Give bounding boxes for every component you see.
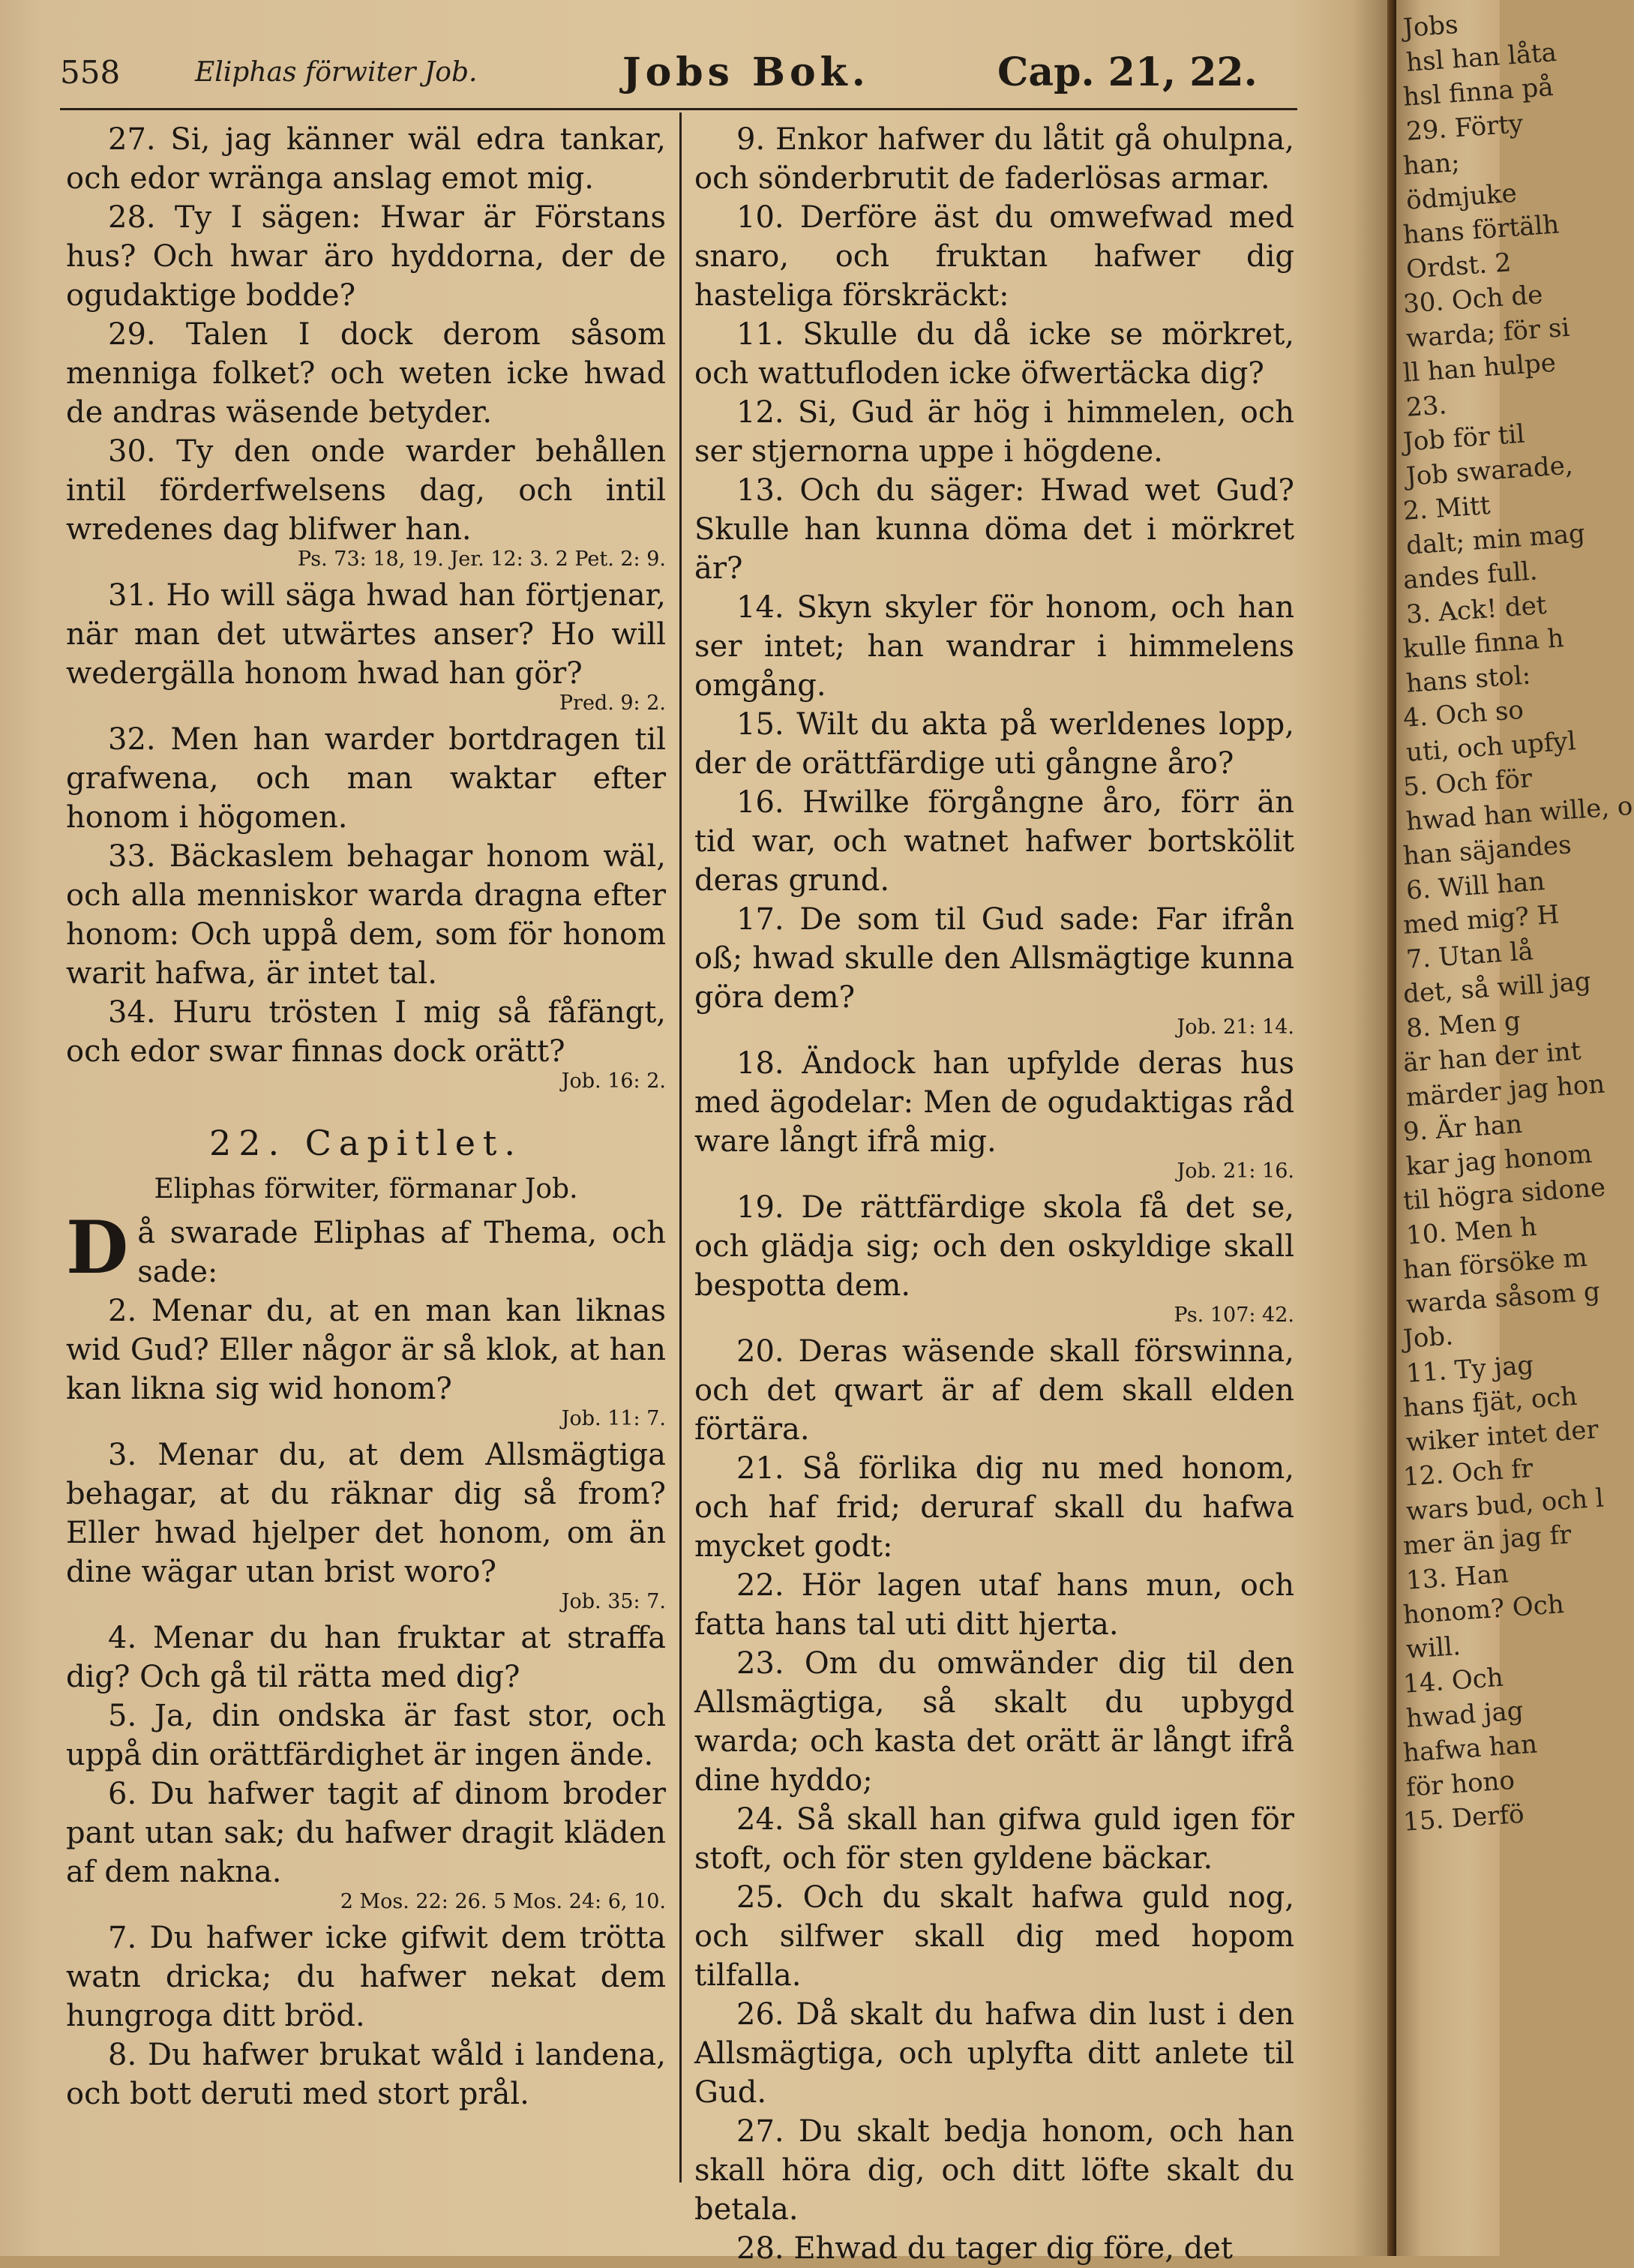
neighbor-page-text: hsl finna på bbox=[1402, 72, 1555, 112]
page-header bbox=[60, 46, 1297, 99]
chapter-opening bbox=[66, 1205, 666, 1292]
verse: 5. Ja, din ondska är fast stor, och uppå din orättfärdighet är ingen ände. bbox=[66, 1699, 666, 1772]
neighbor-page-text: är han der int bbox=[1402, 1036, 1582, 1078]
neighbor-page-text: Ordst. 2 bbox=[1405, 248, 1513, 285]
neighbor-page-text: wiker intet der bbox=[1405, 1414, 1600, 1458]
verse: 17. De som til Gud sade: Far ifrån oß; hwad skulle den Allsmägtige kunna göra dem? bbox=[694, 902, 1294, 1015]
neighbor-page-text: 10. Men h bbox=[1405, 1211, 1538, 1251]
verse: 33. Bäckaslem behagar honom wäl, och alla menniskor warda dragna efter honom: Och uppå dem, som för honom warit hafwa, är intet tal. bbox=[66, 839, 666, 991]
drop-cap: D bbox=[66, 1205, 129, 1290]
verse: 20. Deras wäsende skall förswinna, och det qwart är af dem skall elden förtära. bbox=[694, 1334, 1294, 1447]
neighbor-page-text: Job. bbox=[1402, 1321, 1455, 1354]
neighbor-page-text: han säjandes bbox=[1402, 830, 1573, 872]
neighbor-page-text: han försöke m bbox=[1402, 1242, 1588, 1286]
neighbor-page-text: will. bbox=[1405, 1630, 1462, 1665]
neighbor-page-text: 14. Och bbox=[1402, 1662, 1505, 1700]
verse: 18. Ändock han upfylde deras hus med ägodelar: Men de ogudaktigas råd ware långt ifrå mig. bbox=[694, 1046, 1294, 1159]
cross-reference: Job. 11: 7. bbox=[561, 1407, 666, 1430]
neighbor-page-text: hans fjät, och bbox=[1402, 1381, 1579, 1424]
verse: 34. Huru trösten I mig så fåfängt, och edor swar finnas dock orätt? bbox=[66, 995, 666, 1069]
neighbor-page-text: andes full. bbox=[1402, 556, 1539, 596]
verse: 28. Ty I sägen: Hwar är Förstans hus? Och hwar äro hyddorna, der de ogudaktige bodde? bbox=[66, 200, 666, 313]
neighbor-page-text: warda; för si bbox=[1405, 312, 1571, 354]
neighbor-page-text: 30. Och de bbox=[1402, 280, 1544, 320]
neighbor-page-text: 29. Förty bbox=[1405, 109, 1525, 147]
chapter-reference: Cap. 21, 22. bbox=[997, 50, 1258, 95]
book-title: Jobs Bok. bbox=[622, 50, 870, 95]
verse: 27. Du skalt bedja honom, och han skall höra dig, och ditt löfte skalt du betala. bbox=[694, 2114, 1294, 2227]
neighbor-page-text: 3. Ack! det bbox=[1405, 590, 1548, 630]
cross-reference: 2 Mos. 22: 26. 5 Mos. 24: 6, 10. bbox=[340, 1890, 666, 1913]
cross-reference: Ps. 73: 18, 19. Jer. 12: 3. 2 Pet. 2: 9. bbox=[297, 548, 666, 571]
neighbor-page-text: Job för til bbox=[1402, 418, 1526, 458]
opening-text: å swarade Eliphas af Thema, och sade: bbox=[137, 1216, 666, 1289]
neighbor-page-text: hwad jag bbox=[1405, 1696, 1525, 1734]
neighbor-page-text: wars bud, och l bbox=[1405, 1483, 1606, 1527]
neighbor-page-text: hans förtälh bbox=[1402, 209, 1561, 250]
column-divider bbox=[679, 112, 682, 2182]
verse: 13. Och du säger: Hwad wet Gud? Skulle han kunna döma det i mörkret är? bbox=[694, 473, 1294, 586]
neighbor-page-text: hwad han wille, o bbox=[1405, 790, 1634, 837]
neighbor-page-text: dalt; min mag bbox=[1405, 518, 1587, 561]
neighbor-page-text: Job swarade, bbox=[1405, 450, 1574, 492]
verse: 23. Om du omwänder dig til den Allsmägtiga, så skalt du upbygd warda; och kasta det orätt är långt ifrå dine hyddo; bbox=[694, 1646, 1294, 1798]
verse: 25. Och du skalt hafwa guld nog, och silfwer skall dig med hopom tilfalla. bbox=[694, 1880, 1294, 1993]
verse: 28. Ehwad du tager dig före, det bbox=[736, 2231, 1233, 2266]
verse: 7. Du hafwer icke gifwit dem trötta watn dricka; du hafwer nekat dem hungroga ditt bröd. bbox=[66, 1921, 666, 2033]
cross-reference: Job. 21: 16. bbox=[1177, 1160, 1294, 1183]
neighbor-page-text: til högra sidone bbox=[1402, 1172, 1607, 1216]
neighbor-page-text: ödmjuke bbox=[1405, 178, 1518, 216]
neighbor-page-text: det, så will jag bbox=[1402, 966, 1592, 1010]
verse: 11. Skulle du då icke se mörkret, och wattufloden icke öfwertäcka dig? bbox=[694, 317, 1294, 391]
left-column bbox=[66, 120, 666, 2114]
cross-reference: Job. 21: 14. bbox=[1177, 1016, 1294, 1039]
neighbor-page-text: 5. Och för bbox=[1402, 763, 1534, 802]
neighbor-page-edge bbox=[1396, 0, 1634, 2256]
neighbor-page-text: för hono bbox=[1405, 1765, 1516, 1803]
verse: 6. Du hafwer tagit af dinom broder pant utan sak; du hafwer dragit kläden af dem nakna. bbox=[66, 1777, 666, 1889]
neighbor-page-text: ll han hulpe bbox=[1402, 347, 1558, 388]
running-head: Eliphas förwiter Job. bbox=[195, 57, 478, 88]
cross-reference: Job. 35: 7. bbox=[561, 1590, 666, 1613]
cross-reference: Ps. 107: 42. bbox=[1174, 1304, 1294, 1327]
verse: 30. Ty den onde warder behållen intil förderfwelsens dag, och intil wredenes dag blifwer han. bbox=[66, 434, 666, 547]
neighbor-page-text: 2. Mitt bbox=[1402, 490, 1492, 526]
verse: 16. Hwilke förgångne åro, förr än tid war, och watnet hafwer bortskölit deras grund. bbox=[694, 785, 1294, 898]
book-gutter bbox=[1387, 0, 1396, 2256]
page-number: 558 bbox=[60, 54, 121, 91]
neighbor-page-text: hsl han låta bbox=[1405, 37, 1558, 78]
verse: 24. Så skall han gifwa guld igen för stoft, och för sten gyldene bäckar. bbox=[694, 1802, 1294, 1876]
verse: 19. De rättfärdige skola få det se, och glädja sig; och den oskyldige skall bespotta dem. bbox=[694, 1190, 1294, 1303]
verse: 15. Wilt du akta på werldenes lopp, der de orättfärdige uti gångne åro? bbox=[694, 707, 1294, 781]
neighbor-page-text: kulle finna h bbox=[1402, 623, 1565, 664]
verse: 3. Menar du, at dem Allsmägtiga behagar, at du räknar dig så from? Eller hwad hjelper det honom, om än dine wägar utan brist woro? bbox=[66, 1438, 666, 1589]
neighbor-page-text: han; bbox=[1402, 147, 1461, 182]
neighbor-page-text: honom? Och bbox=[1402, 1589, 1565, 1630]
neighbor-page-text: Jobs bbox=[1402, 9, 1459, 44]
neighbor-page-text: märder jag hon bbox=[1405, 1069, 1606, 1113]
neighbor-page-text: hans stol: bbox=[1405, 660, 1532, 699]
cross-reference: Job. 16: 2. bbox=[561, 1070, 666, 1093]
neighbor-page-text: warda såsom g bbox=[1405, 1276, 1601, 1320]
verse: 12. Si, Gud är hög i himmelen, och ser stjernorna uppe i högdene. bbox=[694, 395, 1294, 469]
verse: 9. Enkor hafwer du låtit gå ohulpna, och sönderbrutit de faderlösas armar. bbox=[694, 122, 1294, 196]
neighbor-page-text: 13. Han bbox=[1405, 1558, 1510, 1596]
verse: 26. Då skalt du hafwa din lust i den Allsmägtiga, och uplyfta ditt anlete til Gud. bbox=[694, 1997, 1294, 2110]
neighbor-page-text: kar jag honom bbox=[1405, 1138, 1594, 1182]
neighbor-page-text: mer än jag fr bbox=[1402, 1520, 1573, 1562]
verse: 27. Si, jag känner wäl edra tankar, och edor wränga anslag emot mig. bbox=[66, 122, 666, 196]
neighbor-page-text: 9. Är han bbox=[1402, 1108, 1524, 1148]
verse: 29. Talen I dock derom såsom menniga folket? och weten icke hwad de andras wäsende betyder. bbox=[66, 317, 666, 430]
verse: 4. Menar du han fruktar at straffa dig? Och gå til rätta med dig? bbox=[66, 1621, 666, 1694]
neighbor-page-text: 15. Derfö bbox=[1402, 1798, 1525, 1838]
neighbor-page-text: 4. Och so bbox=[1402, 694, 1525, 734]
verse: 14. Skyn skyler för honom, och han ser intet; han wandrar i himmelens omgång. bbox=[694, 590, 1294, 703]
neighbor-page-text: 23. bbox=[1405, 390, 1448, 423]
cross-reference: Pred. 9: 2. bbox=[559, 692, 666, 715]
verse: 8. Du hafwer brukat wåld i landena, och bott deruti med stort prål. bbox=[66, 2038, 666, 2111]
neighbor-page-text: 11. Ty jag bbox=[1405, 1350, 1535, 1389]
verse: 10. Derföre äst du omwefwad med snaro, och fruktan hafwer dig hasteliga förskräckt: bbox=[694, 200, 1294, 313]
neighbor-page-text: 8. Men g bbox=[1405, 1006, 1522, 1044]
chapter-title: 22. Capitlet. bbox=[208, 1123, 523, 1163]
neighbor-page-text: 12. Och fr bbox=[1402, 1453, 1534, 1492]
neighbor-page-text: uti, och upfyl bbox=[1405, 726, 1577, 768]
chapter-summary: Eliphas förwiter, förmanar Job. bbox=[154, 1174, 578, 1204]
neighbor-page-text: hafwa han bbox=[1402, 1729, 1539, 1768]
verse: 31. Ho will säga hwad han förtjenar, när man det utwärtes anser? Ho will wedergälla honom hwad han gör? bbox=[66, 578, 666, 691]
neighbor-page-text: med mig? H bbox=[1402, 899, 1561, 940]
right-column bbox=[694, 120, 1294, 2268]
neighbor-page-text: 6. Will han bbox=[1405, 866, 1546, 906]
neighbor-page-text: 7. Utan lå bbox=[1405, 936, 1534, 975]
verse: 22. Hör lagen utaf hans mun, och fatta hans tal uti ditt hjerta. bbox=[694, 1568, 1294, 1642]
verse: 32. Men han warder bortdragen til grafwena, och man waktar efter honom i högomen. bbox=[66, 722, 666, 835]
verse: 21. Så förlika dig nu med honom, och haf frid; deruraf skall du hafwa mycket godt: bbox=[694, 1451, 1294, 1564]
header-rule bbox=[60, 108, 1297, 110]
verse: 2. Menar du, at en man kan liknas wid Gud? Eller någor är så klok, at han kan likna sig wid honom? bbox=[66, 1294, 666, 1406]
